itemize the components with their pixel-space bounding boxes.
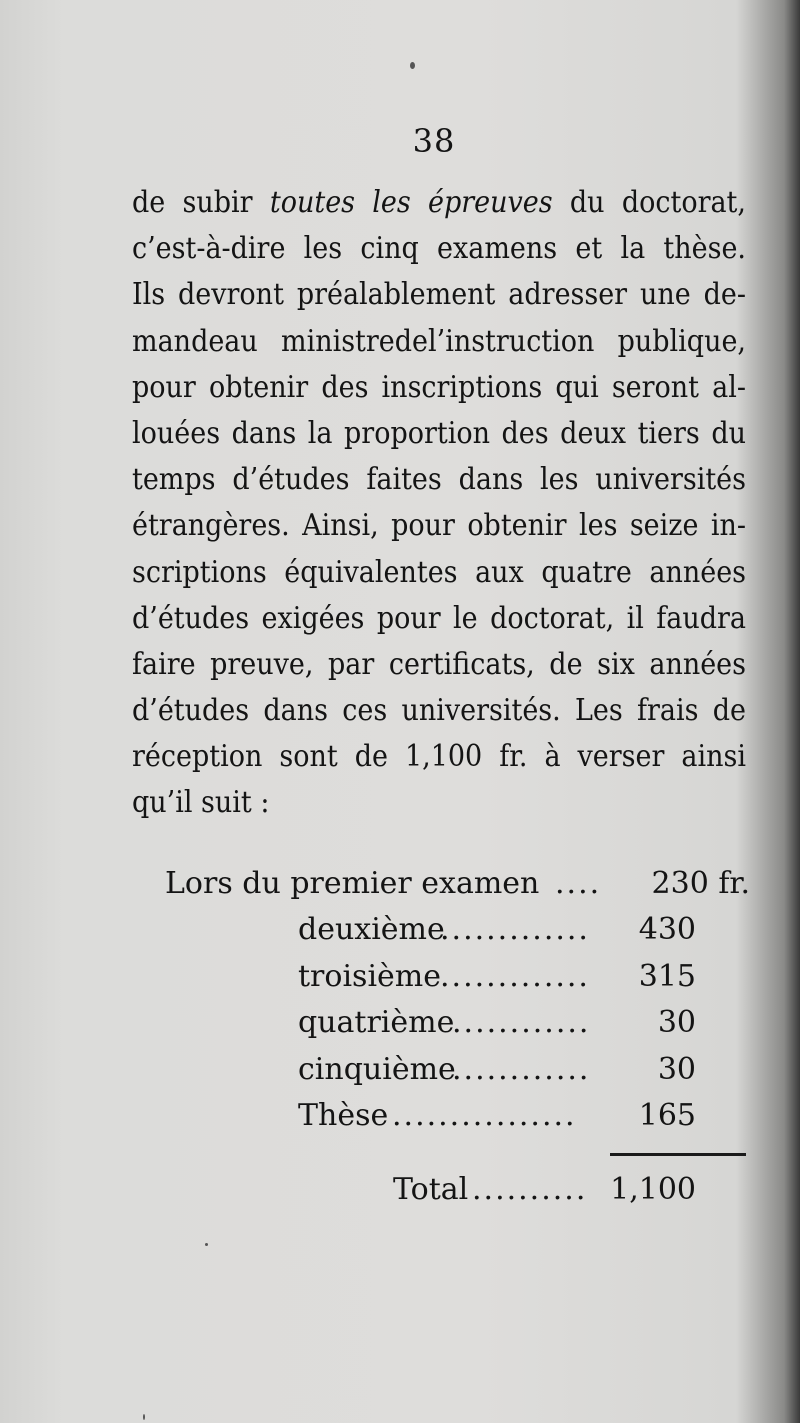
total-amount: 1,100 (610, 1172, 696, 1207)
text-line: louées dans la proportion des deux tiers du (132, 415, 746, 451)
text-line: faire preuve, par certificats, de six années (132, 646, 746, 682)
fee-amount: 430 (638, 912, 696, 947)
text-line: mandeau ministredel’instruction publique, (132, 323, 746, 359)
fee-amount: 30 (657, 1052, 696, 1087)
fee-label: quatrième (298, 1005, 455, 1040)
fee-label: deuxième (298, 912, 445, 947)
total-rule (610, 1153, 746, 1156)
fee-amount: 30 (657, 1005, 696, 1040)
text-line: Ils devront préalablement adresser une de- (132, 277, 746, 313)
fee-label: Thèse (298, 1098, 389, 1133)
paper-speck (205, 1243, 208, 1246)
fee-leader-dots: .... (555, 866, 602, 901)
text-line: d’études exigées pour le doctorat, il faudra (132, 600, 746, 636)
total-label: Total (393, 1172, 469, 1207)
fee-label: cinquième (298, 1052, 456, 1087)
fee-leader-dots: ............ (452, 1005, 591, 1040)
total-leader-dots: .......... (472, 1172, 588, 1207)
fee-leader-dots: ............ (452, 1052, 591, 1087)
fee-label: troisième (298, 959, 441, 994)
paragraph (132, 180, 746, 827)
text-line: qu’il suit : (132, 785, 270, 821)
paper-speck (410, 62, 415, 69)
text-line: d’études dans ces universités. Les frais de (132, 693, 746, 729)
paper-speck (143, 1414, 145, 1420)
fee-amount: 165 (638, 1098, 696, 1133)
text-line: temps d’études faites dans les universités (132, 462, 746, 498)
fee-amount: 315 (638, 959, 696, 994)
text-line: c’est-à-dire les cinq examens et la thèse. (132, 231, 746, 267)
fee-label: Lors du premier examen (165, 866, 540, 901)
text-line: étrangères. Ainsi, pour obtenir les seize in- (132, 508, 746, 544)
text-line: pour obtenir des inscriptions qui seront al- (132, 369, 746, 405)
fee-leader-dots: ................ (392, 1098, 577, 1133)
text-line: réception sont de 1,100 fr. à verser ainsi (132, 739, 746, 775)
page-number: 38 (412, 122, 456, 160)
fee-leader-dots: ............. (440, 912, 590, 947)
fee-amount: 230 fr. (651, 866, 750, 901)
fee-leader-dots: ............. (440, 959, 590, 994)
text-line: scriptions équivalentes aux quatre années (132, 554, 746, 590)
text-line: de subir toutes les épreuves du doctorat, (132, 185, 746, 220)
